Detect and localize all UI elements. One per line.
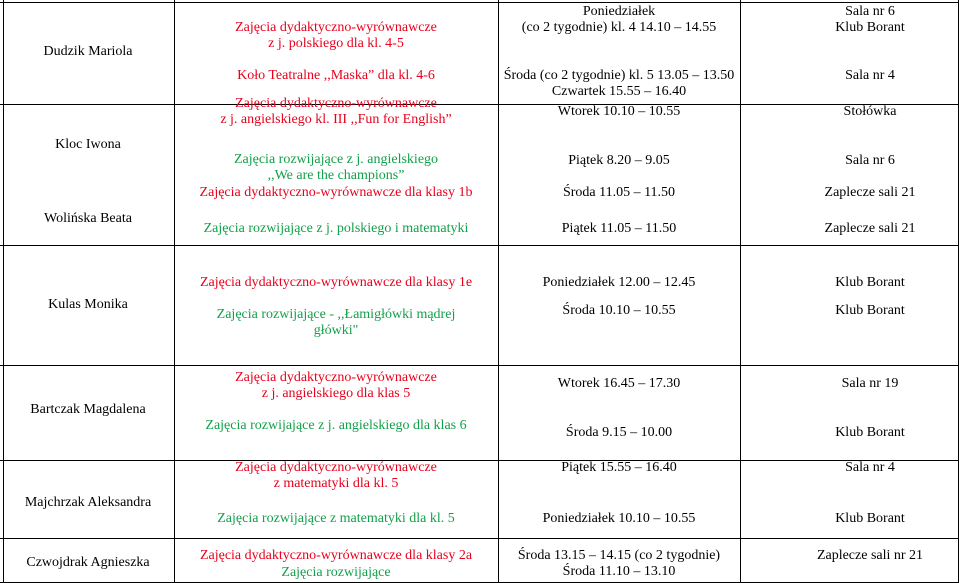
grid-line-vertical bbox=[3, 0, 4, 583]
teacher-name: Kulas Monika bbox=[48, 297, 128, 312]
teacher-name: Majchrzak Aleksandra bbox=[24, 495, 152, 510]
activity-remedial: z j. angielskiego dla klas 5 bbox=[261, 386, 411, 401]
activity-remedial: Zajęcia dydaktyczno-wyrównawcze bbox=[235, 460, 437, 475]
activity-room: Stołówka bbox=[843, 104, 897, 119]
activity-remedial: Zajęcia dydaktyczno-wyrównawcze bbox=[235, 370, 437, 385]
activity-time: Środa 13.15 – 14.15 (co 2 tygodnie) bbox=[517, 548, 721, 563]
activity-room: Klub Borant bbox=[835, 275, 905, 290]
activity-time: Wtorek 16.45 – 17.30 bbox=[557, 376, 681, 391]
activity-time: Czwartek 15.55 – 16.40 bbox=[551, 84, 687, 99]
grid-line-vertical bbox=[174, 0, 175, 583]
activity-room: Sala nr 6 bbox=[845, 4, 895, 19]
activity-time: Piątek 15.55 – 16.40 bbox=[561, 460, 677, 475]
grid-line-horizontal bbox=[0, 245, 959, 246]
activity-time: Środa (co 2 tygodnie) kl. 5 13.05 – 13.50 bbox=[503, 68, 735, 83]
grid-line-vertical bbox=[740, 0, 741, 583]
activity-room: Sala nr 4 bbox=[845, 68, 895, 83]
activity-remedial: z j. polskiego dla kl. 4-5 bbox=[268, 36, 404, 51]
grid-line-vertical bbox=[498, 0, 499, 583]
teacher-name: Wolińska Beata bbox=[44, 211, 132, 226]
activity-time: Poniedziałek 12.00 – 12.45 bbox=[542, 275, 696, 290]
activity-developmental: Zajęcia rozwijające z j. angielskiego bbox=[233, 152, 439, 167]
activity-room: Klub Borant bbox=[835, 425, 905, 440]
grid-line-horizontal bbox=[0, 365, 959, 366]
activity-room: Sala nr 6 bbox=[845, 153, 895, 168]
activity-developmental: ,,We are the champions” bbox=[267, 168, 405, 183]
activity-developmental: Zajęcia rozwijające - ,,Łamigłówki mądrej bbox=[216, 307, 456, 322]
teacher-name: Czwojdrak Agnieszka bbox=[26, 555, 150, 570]
teacher-name: Dudzik Mariola bbox=[43, 44, 133, 59]
activity-room: Sala nr 4 bbox=[845, 460, 895, 475]
grid-line-horizontal bbox=[0, 538, 959, 539]
activity-remedial: Koło Teatralne ,,Maska” dla kl. 4-6 bbox=[237, 68, 435, 83]
activity-developmental: główki" bbox=[313, 323, 359, 338]
activity-remedial: z j. angielskiego kl. III ,,Fun for English” bbox=[220, 112, 452, 127]
grid-line-horizontal bbox=[0, 460, 959, 461]
activity-time: (co 2 tygodnie) kl. 4 14.10 – 14.55 bbox=[521, 20, 717, 35]
activity-room: Zaplecze sali 21 bbox=[824, 221, 916, 236]
activity-developmental: Zajęcia rozwijające z j. polskiego i matematyki bbox=[203, 221, 469, 236]
activity-time: Środa 10.10 – 10.55 bbox=[562, 303, 676, 318]
activity-remedial: Zajęcia dydaktyczno-wyrównawcze bbox=[235, 96, 437, 111]
activity-remedial: Zajęcia dydaktyczno-wyrównawcze dla klasy 1b bbox=[199, 185, 473, 200]
activity-time: Środa 11.10 – 13.10 bbox=[562, 564, 676, 579]
activity-remedial: Zajęcia dydaktyczno-wyrównawcze dla klasy 1e bbox=[199, 275, 473, 290]
activity-developmental: Zajęcia rozwijające z j. angielskiego dla klas 6 bbox=[205, 418, 467, 433]
activity-time: Piątek 8.20 – 9.05 bbox=[568, 153, 670, 168]
activity-time: Poniedziałek 10.10 – 10.55 bbox=[542, 511, 696, 526]
activity-room: Klub Borant bbox=[835, 20, 905, 35]
activity-room: Zaplecze sali 21 bbox=[824, 185, 916, 200]
grid-line-horizontal bbox=[0, 2, 959, 3]
activity-time: Poniedziałek bbox=[582, 4, 656, 19]
activity-room: Klub Borant bbox=[835, 511, 905, 526]
activity-remedial: Zajęcia dydaktyczno-wyrównawcze dla klasy 2a bbox=[199, 548, 473, 563]
activity-time: Wtorek 10.10 – 10.55 bbox=[557, 104, 681, 119]
activity-remedial: z matematyki dla kl. 5 bbox=[273, 476, 399, 491]
grid-line-horizontal bbox=[0, 104, 959, 105]
activity-time: Środa 11.05 – 11.50 bbox=[562, 185, 676, 200]
activity-time: Piątek 11.05 – 11.50 bbox=[561, 221, 677, 236]
teacher-name: Kloc Iwona bbox=[55, 137, 121, 152]
activity-developmental: Zajęcia rozwijające bbox=[281, 565, 391, 580]
activity-developmental: Zajęcia rozwijające z matematyki dla kl. 5 bbox=[217, 511, 455, 526]
activity-remedial: Zajęcia dydaktyczno-wyrównawcze bbox=[235, 20, 437, 35]
activity-room: Klub Borant bbox=[835, 303, 905, 318]
activity-room: Sala nr 19 bbox=[841, 376, 899, 391]
teacher-name: Bartczak Magdalena bbox=[30, 402, 146, 417]
activity-room: Zaplecze sali nr 21 bbox=[816, 548, 924, 563]
activity-time: Środa 9.15 – 10.00 bbox=[565, 425, 673, 440]
